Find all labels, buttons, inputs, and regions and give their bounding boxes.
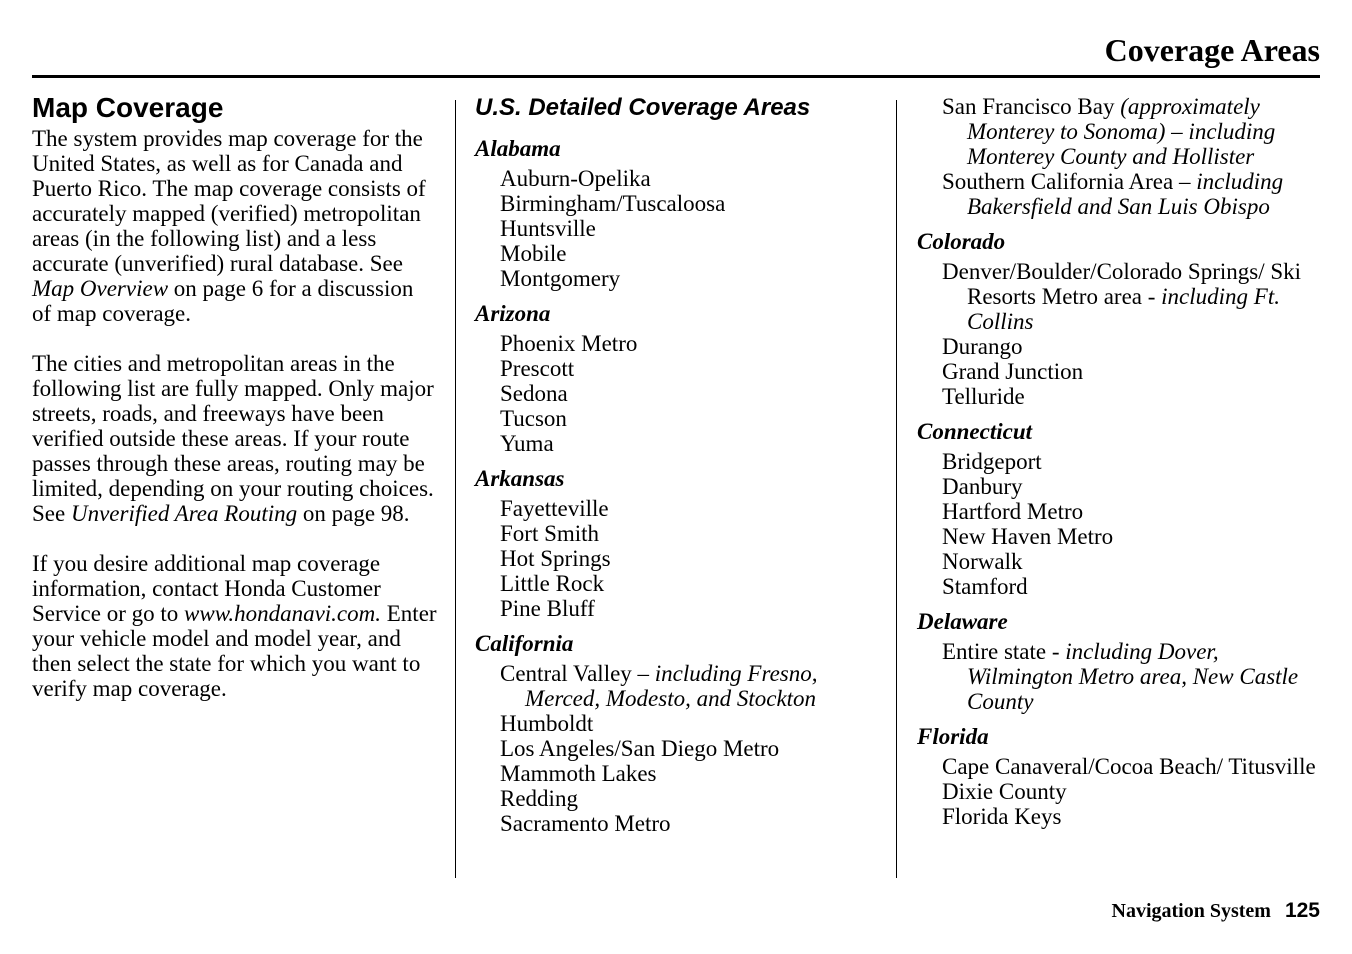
city-name: Mobile [500, 241, 567, 266]
city-name: Central Valley – [500, 661, 655, 686]
city-item [475, 431, 885, 456]
state-block [917, 724, 1327, 829]
state-block [475, 136, 885, 291]
title-rule [32, 75, 1320, 78]
us-coverage-heading: U.S. Detailed Coverage Areas [475, 94, 811, 121]
map-coverage-heading: Map Coverage [32, 92, 224, 123]
state-name: Alabama [475, 136, 561, 161]
city-name: Bridgeport [942, 449, 1042, 474]
paragraph-text: The cities and metropolitan areas in the following list are fully mapped. Only major streets, roads, and freeways have been verified outside these areas. If your route passes through these areas, routing may be limited, depending on your routing choices. See [32, 351, 434, 526]
city-name: Florida Keys [942, 804, 1062, 829]
right-column [917, 94, 1327, 839]
state-block [917, 229, 1327, 409]
city-name: Prescott [500, 356, 575, 381]
city-note: including Bakersfield and San Luis Obispo [967, 169, 1284, 219]
city-item [917, 359, 1327, 384]
city-item [917, 524, 1327, 549]
city-name: Mammoth Lakes [500, 761, 657, 786]
state-name: Delaware [917, 609, 1008, 634]
continued-city-list [917, 94, 1327, 219]
city-item [475, 811, 885, 836]
italic-reference: www.hondanavi.com. [184, 601, 381, 626]
page-footer [1112, 899, 1321, 923]
city-name: Telluride [942, 384, 1025, 409]
city-item [917, 549, 1327, 574]
city-name: Pine Bluff [500, 596, 595, 621]
city-item [475, 166, 885, 191]
city-name: Dixie County [942, 779, 1067, 804]
city-item [475, 216, 885, 241]
state-block [475, 301, 885, 456]
italic-reference: Unverified Area Routing [70, 501, 298, 526]
city-item [917, 779, 1327, 804]
city-name: Fort Smith [500, 521, 600, 546]
city-item [475, 596, 885, 621]
city-item [475, 521, 885, 546]
city-item [475, 406, 885, 431]
state-list [475, 136, 885, 836]
city-name: Grand Junction [942, 359, 1084, 384]
city-item [917, 334, 1327, 359]
city-name: Birmingham/Tuscaloosa [500, 191, 726, 216]
city-name: Humboldt [500, 711, 594, 736]
city-name: Yuma [500, 431, 554, 456]
city-name: Auburn-Opelika [500, 166, 651, 191]
city-item [475, 546, 885, 571]
city-name: Phoenix Metro [500, 331, 638, 356]
state-block [917, 609, 1327, 714]
paragraph-text: Enter your vehicle model and model year, and then select the state for which you want to verify map coverage. [32, 601, 437, 701]
city-note: (approximately Monterey to Sonoma) – including Monterey County and Hollister [967, 94, 1276, 169]
city-item [475, 191, 885, 216]
city-item [475, 761, 885, 786]
city-name: Los Angeles/San Diego Metro [500, 736, 780, 761]
state-name: Arizona [475, 301, 551, 326]
footer-section: Navigation System [1111, 900, 1271, 922]
state-name: Arkansas [475, 466, 565, 491]
city-name: Danbury [942, 474, 1023, 499]
mapped-areas-paragraph [32, 351, 437, 526]
city-name: Denver/Boulder/Colorado Springs/ Ski Resorts Metro area - [942, 259, 1302, 309]
city-item [475, 241, 885, 266]
city-item [917, 94, 1327, 169]
city-item [917, 384, 1327, 409]
city-name: Entire state - [942, 639, 1066, 664]
city-item [475, 711, 885, 736]
state-name: Florida [917, 724, 989, 749]
city-name: Cape Canaveral/Cocoa Beach/ Titusville [942, 754, 1316, 779]
city-name: Little Rock [500, 571, 605, 596]
city-item [917, 499, 1327, 524]
city-note: including Ft. Collins [967, 284, 1280, 334]
city-item [475, 571, 885, 596]
column-divider [896, 100, 897, 878]
state-name: Colorado [917, 229, 1006, 254]
state-name: Connecticut [917, 419, 1033, 444]
state-block [917, 419, 1327, 599]
paragraph-text: If you desire additional map coverage information, contact Honda Customer Service or go to [32, 551, 381, 626]
city-name: Sacramento Metro [500, 811, 671, 836]
state-name: California [475, 631, 574, 656]
city-item [475, 661, 885, 711]
city-name: San Francisco Bay [942, 94, 1121, 119]
italic-reference: Map Overview [32, 276, 169, 301]
city-item [917, 474, 1327, 499]
city-item [475, 356, 885, 381]
city-name: Tucson [500, 406, 567, 431]
city-item [475, 786, 885, 811]
left-column [32, 92, 437, 726]
city-name: New Haven Metro [942, 524, 1114, 549]
city-item [917, 804, 1327, 829]
city-item [475, 331, 885, 356]
state-list [917, 229, 1327, 829]
page-number: 125 [1284, 899, 1320, 922]
paragraph-text: on page 6 for a discussion of map coverage. [32, 276, 414, 326]
city-item [917, 259, 1327, 334]
column-divider [455, 100, 456, 878]
city-name: Sedona [500, 381, 568, 406]
city-item [917, 449, 1327, 474]
middle-column [475, 94, 885, 846]
intro-paragraph [32, 126, 437, 326]
city-name: Fayetteville [500, 496, 609, 521]
page-title: Coverage Areas [1104, 32, 1320, 68]
city-name: Norwalk [942, 549, 1023, 574]
city-item [917, 639, 1327, 714]
city-name: Stamford [942, 574, 1028, 599]
city-item [917, 574, 1327, 599]
city-note: including Dover, Wilmington Metro area, New Castle County [967, 639, 1299, 714]
paragraph-text: The system provides map coverage for the United States, as well as for Canada and Puerto Rico. The map coverage consists of accurately mapped (verified) metropolitan areas (in the following list) and a less accurate (unverified) rural database. See [32, 126, 426, 276]
city-name: Huntsville [500, 216, 596, 241]
city-item [917, 169, 1327, 219]
city-name: Hot Springs [500, 546, 611, 571]
city-name: Durango [942, 334, 1023, 359]
city-name: Hartford Metro [942, 499, 1084, 524]
city-item [475, 381, 885, 406]
city-item [475, 736, 885, 761]
city-item [917, 754, 1327, 779]
city-note: including Fresno, Merced, Modesto, and Stockton [525, 661, 818, 711]
city-name: Montgomery [500, 266, 621, 291]
state-block [475, 631, 885, 836]
city-name: Southern California Area – [942, 169, 1197, 194]
state-block [475, 466, 885, 621]
city-item [475, 266, 885, 291]
city-item [475, 496, 885, 521]
contact-paragraph [32, 551, 437, 701]
paragraph-text: on page 98. [297, 501, 410, 526]
city-name: Redding [500, 786, 578, 811]
